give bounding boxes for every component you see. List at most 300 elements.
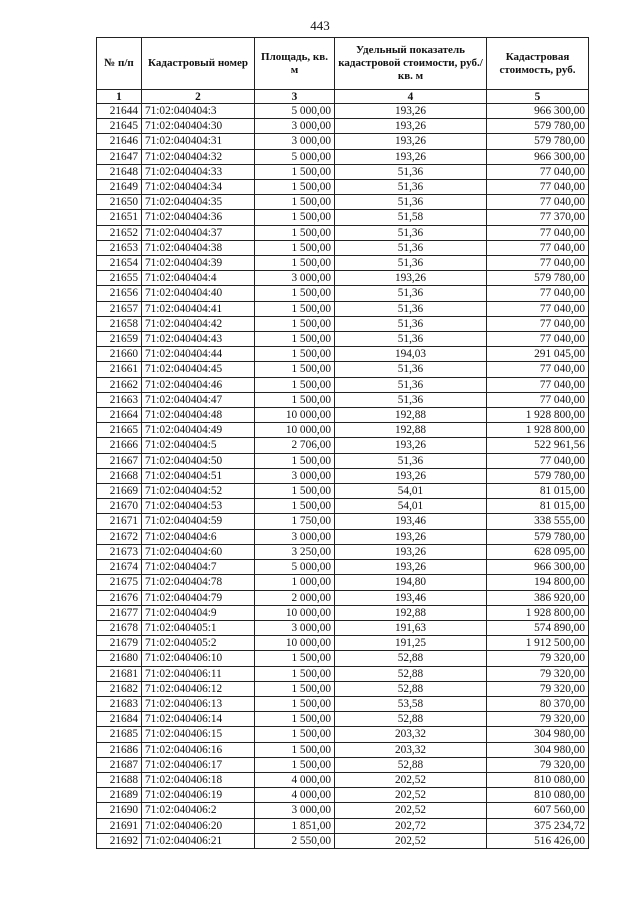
area-cell: 1 500,00 (255, 696, 335, 711)
row-number-cell: 21659 (97, 332, 142, 347)
cadastral-cost-cell: 77 040,00 (487, 392, 589, 407)
unit-rate-cell: 193,26 (335, 544, 487, 559)
table-row (97, 833, 589, 848)
cadastral-cost-cell: 386 920,00 (487, 590, 589, 605)
row-number-cell: 21675 (97, 575, 142, 590)
table-row (97, 453, 589, 468)
header-unit-rate: Удельный показатель кадастровой стоимости, руб./кв. м (335, 38, 487, 90)
area-cell: 10 000,00 (255, 636, 335, 651)
row-number-cell: 21685 (97, 727, 142, 742)
unit-rate-cell: 51,36 (335, 195, 487, 210)
unit-rate-cell: 192,88 (335, 408, 487, 423)
row-number-cell: 21689 (97, 788, 142, 803)
cadastral-cost-cell: 81 015,00 (487, 499, 589, 514)
row-number-cell: 21691 (97, 818, 142, 833)
area-cell: 3 000,00 (255, 134, 335, 149)
table-row (97, 484, 589, 499)
table-row (97, 362, 589, 377)
unit-rate-cell: 193,26 (335, 529, 487, 544)
row-number-cell: 21666 (97, 438, 142, 453)
unit-rate-cell: 202,52 (335, 803, 487, 818)
row-number-cell: 21661 (97, 362, 142, 377)
table-row (97, 544, 589, 559)
table-row (97, 392, 589, 407)
area-cell: 10 000,00 (255, 408, 335, 423)
table-row (97, 119, 589, 134)
area-cell: 1 500,00 (255, 286, 335, 301)
unit-rate-cell: 194,80 (335, 575, 487, 590)
unit-rate-cell: 52,88 (335, 651, 487, 666)
cadastral-number-cell: 71:02:040404:48 (142, 408, 255, 423)
cadastral-cost-cell: 966 300,00 (487, 560, 589, 575)
cadastral-number-cell: 71:02:040404:37 (142, 225, 255, 240)
cadastral-number-cell: 71:02:040404:5 (142, 438, 255, 453)
unit-rate-cell: 51,36 (335, 286, 487, 301)
row-number-cell: 21688 (97, 772, 142, 787)
cadastral-cost-cell: 1 928 800,00 (487, 408, 589, 423)
cadastral-number-cell: 71:02:040404:38 (142, 240, 255, 255)
cadastral-number-cell: 71:02:040406:20 (142, 818, 255, 833)
unit-rate-cell: 52,88 (335, 712, 487, 727)
cadastral-cost-cell: 77 040,00 (487, 286, 589, 301)
cadastral-number-cell: 71:02:040404:79 (142, 590, 255, 605)
unit-rate-cell: 192,88 (335, 423, 487, 438)
cadastral-cost-cell: 194 800,00 (487, 575, 589, 590)
cadastral-number-cell: 71:02:040404:6 (142, 529, 255, 544)
cadastral-number-cell: 71:02:040405:2 (142, 636, 255, 651)
cadastral-number-cell: 71:02:040404:47 (142, 392, 255, 407)
area-cell: 1 500,00 (255, 681, 335, 696)
row-number-cell: 21648 (97, 164, 142, 179)
header-cadastral-number: Кадастровый номер (142, 38, 255, 90)
cadastral-number-cell: 71:02:040404:39 (142, 256, 255, 271)
cadastral-number-cell: 71:02:040404:78 (142, 575, 255, 590)
cadastral-number-cell: 71:02:040406:10 (142, 651, 255, 666)
cadastre-table (96, 37, 589, 849)
area-cell: 1 500,00 (255, 195, 335, 210)
table-row (97, 377, 589, 392)
cadastral-cost-cell: 77 370,00 (487, 210, 589, 225)
cadastral-cost-cell: 80 370,00 (487, 696, 589, 711)
cadastral-number-cell: 71:02:040404:46 (142, 377, 255, 392)
table-row (97, 347, 589, 362)
unit-rate-cell: 203,32 (335, 727, 487, 742)
cadastral-cost-cell: 79 320,00 (487, 757, 589, 772)
row-number-cell: 21665 (97, 423, 142, 438)
area-cell: 1 500,00 (255, 453, 335, 468)
table-row (97, 727, 589, 742)
cadastral-cost-cell: 77 040,00 (487, 225, 589, 240)
table-row (97, 742, 589, 757)
row-number-cell: 21678 (97, 620, 142, 635)
area-cell: 10 000,00 (255, 423, 335, 438)
row-number-cell: 21681 (97, 666, 142, 681)
area-cell: 1 500,00 (255, 240, 335, 255)
table-row (97, 195, 589, 210)
unit-rate-cell: 52,88 (335, 666, 487, 681)
area-cell: 1 500,00 (255, 332, 335, 347)
cadastral-number-cell: 71:02:040404:31 (142, 134, 255, 149)
cadastral-cost-cell: 79 320,00 (487, 681, 589, 696)
unit-rate-cell: 54,01 (335, 499, 487, 514)
cadastral-number-cell: 71:02:040404:53 (142, 499, 255, 514)
area-cell: 1 500,00 (255, 210, 335, 225)
table-row (97, 423, 589, 438)
table-row (97, 605, 589, 620)
row-number-cell: 21668 (97, 468, 142, 483)
area-cell: 1 500,00 (255, 362, 335, 377)
unit-rate-cell: 193,26 (335, 104, 487, 119)
row-number-cell: 21649 (97, 180, 142, 195)
row-number-cell: 21682 (97, 681, 142, 696)
cadastral-cost-cell: 607 560,00 (487, 803, 589, 818)
cadastral-number-cell: 71:02:040404:4 (142, 271, 255, 286)
area-cell: 3 000,00 (255, 468, 335, 483)
table-body (97, 104, 589, 849)
row-number-cell: 21658 (97, 316, 142, 331)
header-number: № п/п (97, 38, 142, 90)
area-cell: 1 500,00 (255, 651, 335, 666)
header-area: Площадь, кв. м (255, 38, 335, 90)
cadastral-number-cell: 71:02:040404:33 (142, 164, 255, 179)
table-row (97, 590, 589, 605)
unit-rate-cell: 203,32 (335, 742, 487, 757)
row-number-cell: 21670 (97, 499, 142, 514)
cadastral-cost-cell: 79 320,00 (487, 666, 589, 681)
row-number-cell: 21671 (97, 514, 142, 529)
cadastral-cost-cell: 810 080,00 (487, 788, 589, 803)
table-row (97, 499, 589, 514)
table-row (97, 301, 589, 316)
cadastral-number-cell: 71:02:040404:9 (142, 605, 255, 620)
table-row (97, 620, 589, 635)
cadastral-number-cell: 71:02:040406:14 (142, 712, 255, 727)
unit-rate-cell: 51,36 (335, 301, 487, 316)
cadastral-number-cell: 71:02:040404:30 (142, 119, 255, 134)
unit-rate-cell: 51,36 (335, 362, 487, 377)
cadastral-number-cell: 71:02:040404:3 (142, 104, 255, 119)
row-number-cell: 21646 (97, 134, 142, 149)
table-row (97, 757, 589, 772)
table-row (97, 772, 589, 787)
unit-rate-cell: 51,36 (335, 377, 487, 392)
cadastral-number-cell: 71:02:040406:17 (142, 757, 255, 772)
cadastral-cost-cell: 77 040,00 (487, 377, 589, 392)
area-cell: 2 706,00 (255, 438, 335, 453)
cadastral-number-cell: 71:02:040406:11 (142, 666, 255, 681)
table-row (97, 256, 589, 271)
cadastral-cost-cell: 579 780,00 (487, 529, 589, 544)
cadastral-number-cell: 71:02:040404:42 (142, 316, 255, 331)
unit-rate-cell: 51,36 (335, 316, 487, 331)
table-row (97, 696, 589, 711)
table-row (97, 149, 589, 164)
area-cell: 1 500,00 (255, 392, 335, 407)
row-number-cell: 21660 (97, 347, 142, 362)
cadastral-cost-cell: 810 080,00 (487, 772, 589, 787)
unit-rate-cell: 202,52 (335, 772, 487, 787)
table-row (97, 788, 589, 803)
cadastral-cost-cell: 375 234,72 (487, 818, 589, 833)
row-number-cell: 21647 (97, 149, 142, 164)
cadastral-cost-cell: 522 961,56 (487, 438, 589, 453)
area-cell: 1 500,00 (255, 347, 335, 362)
cadastral-cost-cell: 77 040,00 (487, 180, 589, 195)
cadastral-number-cell: 71:02:040404:32 (142, 149, 255, 164)
table-row (97, 712, 589, 727)
cadastral-cost-cell: 304 980,00 (487, 742, 589, 757)
area-cell: 1 500,00 (255, 727, 335, 742)
row-number-cell: 21653 (97, 240, 142, 255)
page-number: 443 (310, 18, 330, 33)
unit-rate-cell: 52,88 (335, 681, 487, 696)
row-number-cell: 21654 (97, 256, 142, 271)
unit-rate-cell: 193,46 (335, 514, 487, 529)
cadastral-number-cell: 71:02:040406:12 (142, 681, 255, 696)
cadastral-number-cell: 71:02:040404:50 (142, 453, 255, 468)
cadastral-number-cell: 71:02:040404:59 (142, 514, 255, 529)
cadastral-cost-cell: 966 300,00 (487, 104, 589, 119)
cadastral-cost-cell: 516 426,00 (487, 833, 589, 848)
row-number-cell: 21683 (97, 696, 142, 711)
unit-rate-cell: 54,01 (335, 484, 487, 499)
column-number: 5 (487, 90, 589, 104)
row-number-cell: 21676 (97, 590, 142, 605)
cadastral-cost-cell: 79 320,00 (487, 712, 589, 727)
area-cell: 1 500,00 (255, 712, 335, 727)
row-number-cell: 21651 (97, 210, 142, 225)
area-cell: 3 250,00 (255, 544, 335, 559)
unit-rate-cell: 51,36 (335, 180, 487, 195)
cadastral-cost-cell: 77 040,00 (487, 301, 589, 316)
unit-rate-cell: 51,36 (335, 256, 487, 271)
table-row (97, 529, 589, 544)
cadastral-number-cell: 71:02:040404:41 (142, 301, 255, 316)
area-cell: 1 500,00 (255, 301, 335, 316)
unit-rate-cell: 51,36 (335, 392, 487, 407)
unit-rate-cell: 193,26 (335, 134, 487, 149)
cadastral-cost-cell: 77 040,00 (487, 164, 589, 179)
cadastral-cost-cell: 77 040,00 (487, 316, 589, 331)
cadastral-cost-cell: 574 890,00 (487, 620, 589, 635)
row-number-cell: 21673 (97, 544, 142, 559)
cadastral-cost-cell: 77 040,00 (487, 453, 589, 468)
area-cell: 1 500,00 (255, 666, 335, 681)
table-row (97, 438, 589, 453)
cadastral-number-cell: 71:02:040406:18 (142, 772, 255, 787)
table-row (97, 240, 589, 255)
area-cell: 1 500,00 (255, 499, 335, 514)
unit-rate-cell: 193,26 (335, 119, 487, 134)
unit-rate-cell: 192,88 (335, 605, 487, 620)
area-cell: 1 750,00 (255, 514, 335, 529)
row-number-cell: 21690 (97, 803, 142, 818)
area-cell: 3 000,00 (255, 271, 335, 286)
cadastral-cost-cell: 579 780,00 (487, 468, 589, 483)
cadastral-number-cell: 71:02:040404:45 (142, 362, 255, 377)
row-number-cell: 21692 (97, 833, 142, 848)
cadastral-cost-cell: 77 040,00 (487, 256, 589, 271)
unit-rate-cell: 202,72 (335, 818, 487, 833)
cadastral-cost-cell: 77 040,00 (487, 240, 589, 255)
header-row (97, 38, 589, 90)
unit-rate-cell: 194,03 (335, 347, 487, 362)
table-row (97, 104, 589, 119)
table-row (97, 164, 589, 179)
cadastral-number-cell: 71:02:040404:35 (142, 195, 255, 210)
cadastral-cost-cell: 1 928 800,00 (487, 605, 589, 620)
table-row (97, 575, 589, 590)
unit-rate-cell: 193,46 (335, 590, 487, 605)
area-cell: 3 000,00 (255, 529, 335, 544)
table-row (97, 180, 589, 195)
area-cell: 1 500,00 (255, 484, 335, 499)
area-cell: 4 000,00 (255, 788, 335, 803)
row-number-cell: 21687 (97, 757, 142, 772)
table-row (97, 332, 589, 347)
unit-rate-cell: 51,36 (335, 453, 487, 468)
table-row (97, 818, 589, 833)
row-number-cell: 21674 (97, 560, 142, 575)
row-number-cell: 21664 (97, 408, 142, 423)
row-number-cell: 21662 (97, 377, 142, 392)
column-number: 1 (97, 90, 142, 104)
row-number-cell: 21686 (97, 742, 142, 757)
unit-rate-cell: 191,63 (335, 620, 487, 635)
area-cell: 1 851,00 (255, 818, 335, 833)
column-number: 2 (142, 90, 255, 104)
unit-rate-cell: 51,36 (335, 225, 487, 240)
table-row (97, 134, 589, 149)
column-number-row (97, 90, 589, 104)
cadastral-cost-cell: 338 555,00 (487, 514, 589, 529)
unit-rate-cell: 51,36 (335, 164, 487, 179)
row-number-cell: 21667 (97, 453, 142, 468)
cadastral-number-cell: 71:02:040406:16 (142, 742, 255, 757)
row-number-cell: 21656 (97, 286, 142, 301)
area-cell: 5 000,00 (255, 149, 335, 164)
unit-rate-cell: 51,36 (335, 240, 487, 255)
area-cell: 4 000,00 (255, 772, 335, 787)
unit-rate-cell: 52,88 (335, 757, 487, 772)
row-number-cell: 21652 (97, 225, 142, 240)
table-row (97, 286, 589, 301)
cadastral-cost-cell: 628 095,00 (487, 544, 589, 559)
header-cadastral-cost: Кадастровая стоимость, руб. (487, 38, 589, 90)
area-cell: 3 000,00 (255, 803, 335, 818)
cadastral-cost-cell: 77 040,00 (487, 332, 589, 347)
cadastral-number-cell: 71:02:040406:2 (142, 803, 255, 818)
cadastral-number-cell: 71:02:040404:43 (142, 332, 255, 347)
cadastral-number-cell: 71:02:040404:7 (142, 560, 255, 575)
unit-rate-cell: 193,26 (335, 468, 487, 483)
area-cell: 2 000,00 (255, 590, 335, 605)
cadastral-cost-cell: 966 300,00 (487, 149, 589, 164)
table-row (97, 514, 589, 529)
cadastral-number-cell: 71:02:040404:49 (142, 423, 255, 438)
area-cell: 2 550,00 (255, 833, 335, 848)
table-row (97, 468, 589, 483)
row-number-cell: 21680 (97, 651, 142, 666)
cadastral-cost-cell: 579 780,00 (487, 271, 589, 286)
unit-rate-cell: 51,58 (335, 210, 487, 225)
table-row (97, 271, 589, 286)
cadastral-cost-cell: 77 040,00 (487, 195, 589, 210)
row-number-cell: 21644 (97, 104, 142, 119)
unit-rate-cell: 53,58 (335, 696, 487, 711)
unit-rate-cell: 51,36 (335, 332, 487, 347)
area-cell: 1 500,00 (255, 757, 335, 772)
area-cell: 3 000,00 (255, 620, 335, 635)
row-number-cell: 21672 (97, 529, 142, 544)
row-number-cell: 21684 (97, 712, 142, 727)
row-number-cell: 21669 (97, 484, 142, 499)
row-number-cell: 21679 (97, 636, 142, 651)
column-number: 4 (335, 90, 487, 104)
cadastral-number-cell: 71:02:040404:51 (142, 468, 255, 483)
area-cell: 1 500,00 (255, 742, 335, 757)
table-row (97, 225, 589, 240)
cadastral-cost-cell: 579 780,00 (487, 134, 589, 149)
area-cell: 5 000,00 (255, 104, 335, 119)
area-cell: 3 000,00 (255, 119, 335, 134)
cadastral-cost-cell: 291 045,00 (487, 347, 589, 362)
unit-rate-cell: 193,26 (335, 271, 487, 286)
cadastral-cost-cell: 304 980,00 (487, 727, 589, 742)
cadastral-number-cell: 71:02:040406:21 (142, 833, 255, 848)
cadastral-cost-cell: 1 912 500,00 (487, 636, 589, 651)
cadastral-number-cell: 71:02:040404:40 (142, 286, 255, 301)
unit-rate-cell: 193,26 (335, 438, 487, 453)
row-number-cell: 21650 (97, 195, 142, 210)
cadastral-number-cell: 71:02:040404:60 (142, 544, 255, 559)
unit-rate-cell: 193,26 (335, 560, 487, 575)
table-row (97, 666, 589, 681)
unit-rate-cell: 202,52 (335, 833, 487, 848)
cadastral-cost-cell: 579 780,00 (487, 119, 589, 134)
area-cell: 10 000,00 (255, 605, 335, 620)
cadastral-cost-cell: 81 015,00 (487, 484, 589, 499)
cadastral-cost-cell: 79 320,00 (487, 651, 589, 666)
unit-rate-cell: 191,25 (335, 636, 487, 651)
unit-rate-cell: 202,52 (335, 788, 487, 803)
area-cell: 1 500,00 (255, 256, 335, 271)
cadastral-number-cell: 71:02:040404:52 (142, 484, 255, 499)
row-number-cell: 21645 (97, 119, 142, 134)
cadastral-number-cell: 71:02:040404:34 (142, 180, 255, 195)
area-cell: 1 500,00 (255, 180, 335, 195)
table-row (97, 651, 589, 666)
column-number: 3 (255, 90, 335, 104)
cadastral-number-cell: 71:02:040404:44 (142, 347, 255, 362)
table-row (97, 316, 589, 331)
cadastral-number-cell: 71:02:040406:13 (142, 696, 255, 711)
table-row (97, 210, 589, 225)
table-row (97, 560, 589, 575)
area-cell: 1 500,00 (255, 225, 335, 240)
cadastral-number-cell: 71:02:040406:15 (142, 727, 255, 742)
table-row (97, 803, 589, 818)
row-number-cell: 21655 (97, 271, 142, 286)
row-number-cell: 21657 (97, 301, 142, 316)
table-row (97, 636, 589, 651)
table-row (97, 681, 589, 696)
row-number-cell: 21663 (97, 392, 142, 407)
unit-rate-cell: 193,26 (335, 149, 487, 164)
area-cell: 1 500,00 (255, 316, 335, 331)
cadastral-cost-cell: 1 928 800,00 (487, 423, 589, 438)
area-cell: 1 500,00 (255, 164, 335, 179)
